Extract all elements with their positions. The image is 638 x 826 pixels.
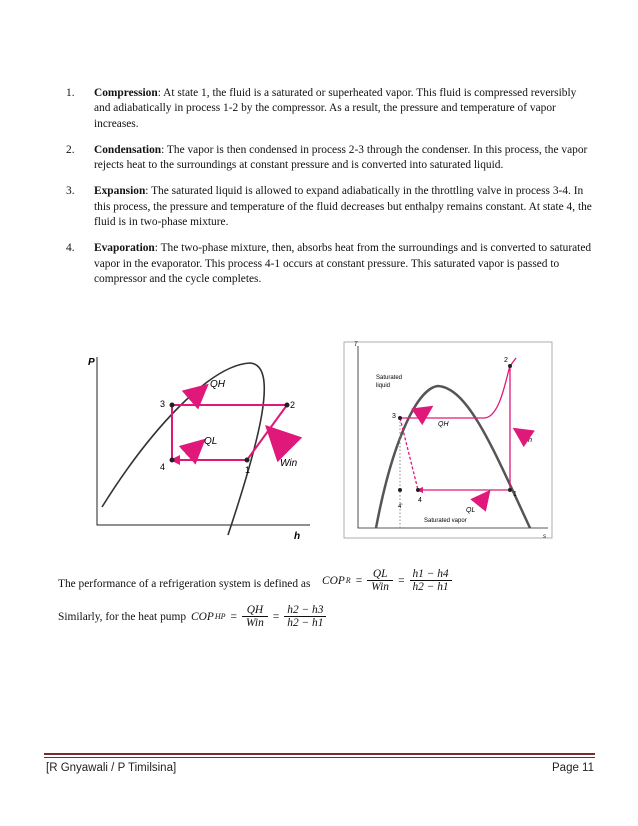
- x-axis-label: s: [543, 534, 546, 540]
- list-item: [64, 184, 594, 230]
- state-point-3: [398, 416, 402, 420]
- state-point-4: [170, 458, 175, 463]
- list-item: [64, 241, 594, 287]
- state-point-1: [508, 488, 512, 492]
- win-label: Win: [520, 437, 532, 444]
- point-label-2: 2: [504, 357, 508, 364]
- item-term: Evaporation: [94, 242, 155, 255]
- footer-page-number: Page 11: [552, 762, 594, 774]
- point-label-4: 4: [418, 497, 422, 504]
- item-text: : The two-phase mixture, then, absorbs heat from the surroundings and is converted to saturated vapor in the evaporator. This process 4-1 occurs at constant pressure. This saturated vapor is passed to compressor and the cycle completes.: [94, 242, 592, 285]
- cop-hp-num1: QH: [246, 604, 264, 616]
- cop-r-prefix: The performance of a refrigeration system is defined as: [58, 578, 311, 590]
- point-label-2: 2: [290, 400, 296, 410]
- item-number: 2.: [66, 143, 75, 156]
- cop-r-num2: h1 − h4: [412, 568, 449, 580]
- cop-heat-pump: Similarly, for the heat pump COP HP = QH Win = h2 − h3 h2 − h1: [58, 604, 326, 629]
- point-label-1: 1: [245, 465, 251, 475]
- state-point-4p: [398, 488, 402, 492]
- x-axis-label: h: [294, 531, 301, 540]
- throttle-line: [400, 418, 418, 490]
- cop-r-den2: h2 − h1: [412, 581, 449, 593]
- footer-rule-thin: [44, 757, 595, 758]
- cop-hp-lhs: COP: [191, 610, 214, 623]
- cop-r-sub: R: [345, 576, 351, 585]
- cop-hp-prefix: Similarly, for the heat pump: [58, 610, 187, 623]
- cop-r-lhs: COP: [322, 574, 345, 587]
- state-point-4: [416, 488, 420, 492]
- point-label-1: 1: [513, 491, 517, 498]
- sat-liquid-label-2: liquid: [376, 383, 391, 389]
- item-text: : The vapor is then condensed in process 2-3 through the condenser. In this process, the vapor rejects heat to the surroundings at constant pressure and is converted into saturated liquid.: [94, 143, 588, 172]
- cop-refrigeration: [58, 566, 311, 590]
- cop-hp-sub: HP: [214, 612, 226, 621]
- y-axis-label: T: [354, 342, 358, 348]
- footer-rule: [44, 753, 595, 755]
- ql-label: QL: [204, 436, 218, 447]
- state-point-2: [285, 403, 290, 408]
- ql-label: QL: [466, 507, 476, 514]
- cop-hp-num2: h2 − h3: [287, 604, 324, 616]
- ql-arrow: [192, 442, 202, 451]
- item-term: Expansion: [94, 185, 146, 198]
- y-axis-label: P: [88, 357, 95, 368]
- qh-label: QH: [438, 421, 449, 428]
- win-arrow: [516, 430, 522, 434]
- item-term: Compression: [94, 87, 158, 99]
- state-point-2: [508, 364, 512, 368]
- cop-r-formula: COP R = QL Win = h1 − h4 h2 − h1: [322, 568, 452, 593]
- state-point-3: [170, 403, 175, 408]
- ts-diagram: [338, 338, 558, 543]
- saturation-dome: [102, 363, 264, 535]
- win-arrow: [270, 430, 285, 445]
- ql-arrow: [480, 493, 488, 503]
- list-item: [64, 86, 594, 132]
- qh-arrow: [418, 408, 430, 416]
- sat-vapor-label: Saturated vapor: [424, 518, 467, 524]
- item-number: 1.: [66, 87, 75, 99]
- footer-authors: [R Gnyawali / P Timilsina]: [46, 762, 177, 774]
- point-label-4: 4: [160, 462, 166, 472]
- item-number: 4.: [66, 242, 75, 255]
- cop-r-num1: QL: [372, 568, 388, 580]
- cop-hp-den2: h2 − h1: [287, 617, 324, 629]
- item-text: : The saturated liquid is allowed to expand adiabatically in the throttling valve in process 3-4. In this process, the pressure and temperature of the fluid decreases but enthalpy remains constant. At state 4, the fluid is in two-phase mixture.: [94, 185, 592, 229]
- item-number: 3.: [66, 185, 75, 198]
- qh-label: QH: [210, 379, 225, 390]
- list-item: [64, 143, 594, 174]
- cop-r-den1: Win: [371, 581, 389, 593]
- item-text: : At state 1, the fluid is a saturated or superheated vapor. This fluid is compressed reversibly and adiabatically in process 1-2 by the compressor. As a result, the pressure and temperature of vapor increases.: [94, 87, 577, 130]
- sat-liquid-label-1: Saturated: [376, 375, 403, 381]
- process-list: [64, 86, 594, 298]
- cop-hp-den1: Win: [246, 617, 264, 629]
- ph-diagram: [80, 345, 320, 540]
- cycle-path: [400, 366, 510, 490]
- point-label-3: 3: [160, 399, 166, 409]
- win-label: Win: [280, 458, 298, 469]
- point-label-3: 3: [392, 413, 396, 420]
- point-label-4p: 4': [398, 504, 403, 510]
- item-term: Condensation: [94, 143, 162, 156]
- state-point-1: [245, 458, 250, 463]
